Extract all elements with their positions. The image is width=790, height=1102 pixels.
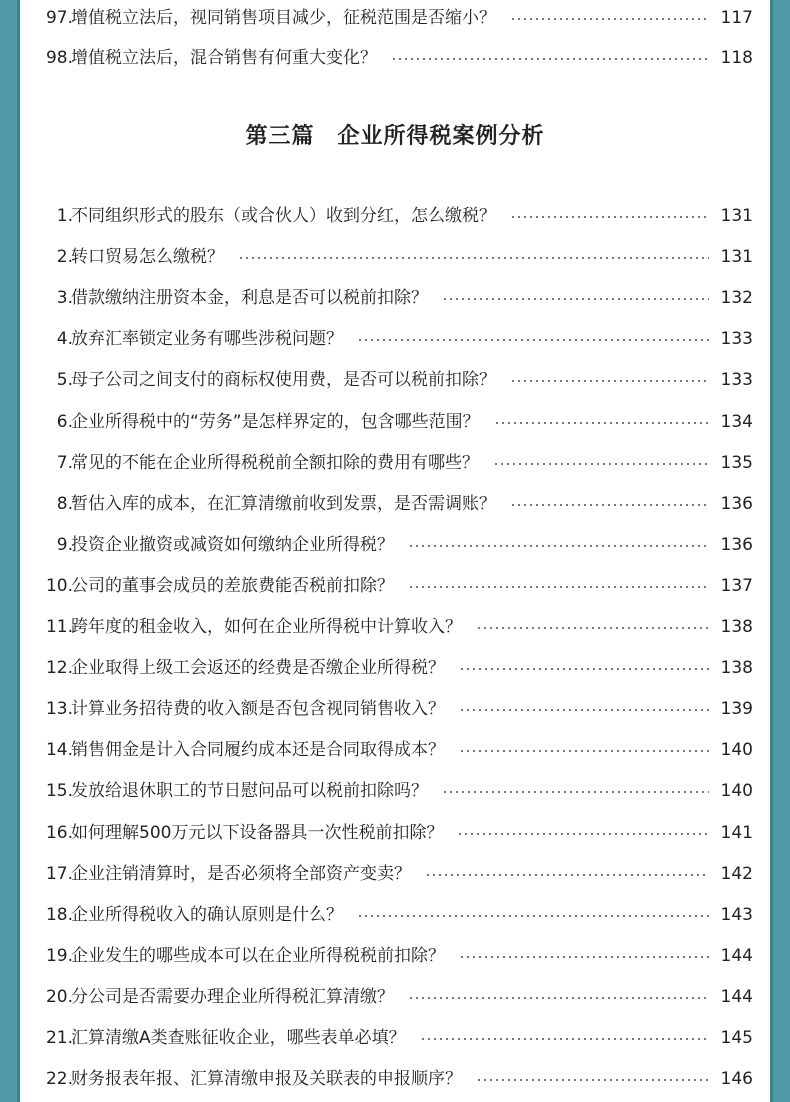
toc-entry: [17, 775, 773, 807]
toc-entry-page: 145: [720, 1028, 753, 1048]
toc-entry-page: 140: [720, 740, 753, 760]
toc-entry-title: 企业所得税中的“劳务”是怎样界定的，包含哪些范围？: [71, 412, 480, 432]
toc-entry-title: 销售佣金是计入合同履约成本还是合同取得成本？: [71, 740, 445, 760]
dot-leader: [408, 545, 709, 547]
toc-entry-title: 计算业务招待费的收入额是否包含视同销售收入？: [71, 699, 445, 719]
toc-entry: [17, 611, 773, 643]
toc-entry-title: 增值税立法后，视同销售项目减少，征税范围是否缩小？: [71, 8, 496, 28]
toc-entry-number: 5.: [56, 370, 73, 390]
toc-entry-number: 3.: [56, 288, 73, 308]
toc-entry-number: 18.: [45, 905, 73, 925]
dot-leader: [408, 586, 709, 588]
toc-entry: [17, 447, 773, 479]
dot-leader: [442, 298, 709, 300]
toc-entry-page: 136: [720, 494, 753, 514]
toc-entry-page: 131: [720, 206, 753, 226]
dot-leader: [510, 504, 709, 506]
dot-leader: [408, 997, 709, 999]
toc-entry-number: 10.: [45, 576, 73, 596]
toc-entry-page: 133: [720, 370, 753, 390]
toc-entry-title: 企业所得税收入的确认原则是什么？: [71, 905, 343, 925]
dot-leader: [391, 58, 709, 60]
toc-entry-number: 21.: [45, 1028, 73, 1048]
toc-entry: [17, 1022, 773, 1054]
book-page: [17, 0, 773, 1102]
dot-leader: [510, 216, 709, 218]
toc-entry-title: 常见的不能在企业所得税税前全额扣除的费用有哪些？: [71, 453, 479, 473]
toc-entry: [17, 940, 773, 972]
toc-entry-number: 14.: [45, 740, 73, 760]
dot-leader: [425, 874, 709, 876]
dot-leader: [510, 380, 709, 382]
dot-leader: [459, 750, 709, 752]
toc-entry: [17, 200, 773, 232]
toc-entry-page: 146: [720, 1069, 753, 1089]
toc-entry-number: 8.: [56, 494, 73, 514]
toc-entry-page: 131: [720, 247, 753, 267]
toc-entry: [17, 1063, 773, 1095]
toc-entry: [17, 817, 773, 849]
dot-leader: [238, 257, 709, 259]
dot-leader: [459, 709, 709, 711]
dot-leader: [510, 18, 709, 20]
dot-leader: [420, 1038, 709, 1040]
toc-entry-title: 借款缴纳注册资本金，利息是否可以税前扣除？: [71, 288, 428, 308]
dot-leader: [442, 791, 709, 793]
toc-entry-number: 20.: [45, 987, 73, 1007]
toc-entry-number: 17.: [45, 864, 73, 884]
toc-entry: [17, 529, 773, 561]
toc-entry-page: 134: [720, 412, 753, 432]
toc-entry-page: 140: [720, 781, 753, 801]
toc-entry-page: 117: [720, 8, 753, 28]
dot-leader: [459, 668, 709, 670]
toc-entry: [17, 858, 773, 890]
toc-entry: [17, 42, 773, 74]
toc-entry-number: 13.: [45, 699, 73, 719]
dot-leader: [494, 422, 709, 424]
toc-entry-number: 9.: [56, 535, 73, 555]
toc-entry-title: 汇算清缴A类查账征收企业，哪些表单必填？: [71, 1028, 406, 1048]
toc-entry-title: 发放给退休职工的节日慰问品可以税前扣除吗？: [71, 781, 428, 801]
dot-leader: [476, 1079, 709, 1081]
toc-entry: [17, 406, 773, 438]
toc-entry-page: 132: [720, 288, 753, 308]
toc-entry-title: 如何理解500万元以下设备器具一次性税前扣除？: [71, 823, 444, 843]
toc-entry: [17, 241, 773, 273]
toc-entry: [17, 364, 773, 396]
toc-entry-page: 142: [720, 864, 753, 884]
toc-entry: [17, 899, 773, 931]
toc-entry-number: 4.: [56, 329, 73, 349]
toc-entry: [17, 2, 773, 34]
toc-entry: [17, 693, 773, 725]
toc-entry-page: 133: [720, 329, 753, 349]
toc-entry-page: 141: [720, 823, 753, 843]
toc-entry-number: 12.: [45, 658, 73, 678]
toc-entry-number: 97.: [45, 8, 73, 28]
toc-entry-title: 母子公司之间支付的商标权使用费，是否可以税前扣除？: [71, 370, 496, 390]
toc-entry-title: 分公司是否需要办理企业所得税汇算清缴？: [71, 987, 394, 1007]
toc-entry-title: 暂估入库的成本，在汇算清缴前收到发票，是否需调账？: [71, 494, 496, 514]
toc-entry: [17, 734, 773, 766]
toc-entry-number: 98.: [45, 48, 73, 68]
toc-entry-page: 118: [720, 48, 753, 68]
toc-entry-title: 不同组织形式的股东（或合伙人）收到分红，怎么缴税？: [71, 206, 496, 226]
toc-entry-number: 7.: [56, 453, 73, 473]
toc-entry-page: 138: [720, 658, 753, 678]
toc-entry-number: 15.: [45, 781, 73, 801]
toc-entry-number: 11.: [45, 617, 73, 637]
toc-entry-title: 增值税立法后，混合销售有何重大变化？: [71, 48, 377, 68]
toc-entry-page: 139: [720, 699, 753, 719]
toc-entry-number: 6.: [56, 412, 73, 432]
toc-entry-number: 22.: [45, 1069, 73, 1089]
toc-entry-number: 19.: [45, 946, 73, 966]
toc-entry-title: 放弃汇率锁定业务有哪些涉税问题？: [71, 329, 343, 349]
dot-leader: [457, 833, 709, 835]
toc-entry: [17, 282, 773, 314]
dot-leader: [493, 463, 709, 465]
dot-leader: [476, 627, 709, 629]
toc-entry: [17, 323, 773, 355]
toc-entry-title: 企业发生的哪些成本可以在企业所得税税前扣除？: [71, 946, 445, 966]
toc-entry-page: 144: [720, 946, 753, 966]
toc-entry-number: 2.: [56, 247, 73, 267]
toc-entry: [17, 981, 773, 1013]
toc-entry-title: 企业注销清算时，是否必须将全部资产变卖？: [71, 864, 411, 884]
toc-entry: [17, 570, 773, 602]
toc-entry-title: 财务报表年报、汇算清缴申报及关联表的申报顺序？: [71, 1069, 462, 1089]
toc-entry-title: 转口贸易怎么缴税？: [71, 247, 224, 267]
toc-entry-title: 跨年度的租金收入，如何在企业所得税中计算收入？: [71, 617, 462, 637]
toc-entry-page: 137: [720, 576, 753, 596]
dot-leader: [459, 956, 709, 958]
toc-entry: [17, 488, 773, 520]
toc-entry-number: 16.: [45, 823, 73, 843]
dot-leader: [357, 339, 709, 341]
toc-entry-number: 1.: [56, 206, 73, 226]
toc-entry-page: 144: [720, 987, 753, 1007]
toc-entry-title: 公司的董事会成员的差旅费能否税前扣除？: [71, 576, 394, 596]
dot-leader: [357, 915, 709, 917]
toc-entry-page: 143: [720, 905, 753, 925]
toc-entry: [17, 652, 773, 684]
toc-entry-page: 138: [720, 617, 753, 637]
section-title: 第三篇 企业所得税案例分析: [245, 123, 545, 149]
toc-entry-page: 136: [720, 535, 753, 555]
toc-entry-page: 135: [720, 453, 753, 473]
toc-entry-title: 投资企业撤资或减资如何缴纳企业所得税？: [71, 535, 394, 555]
toc-entry-title: 企业取得上级工会返还的经费是否缴企业所得税？: [71, 658, 445, 678]
